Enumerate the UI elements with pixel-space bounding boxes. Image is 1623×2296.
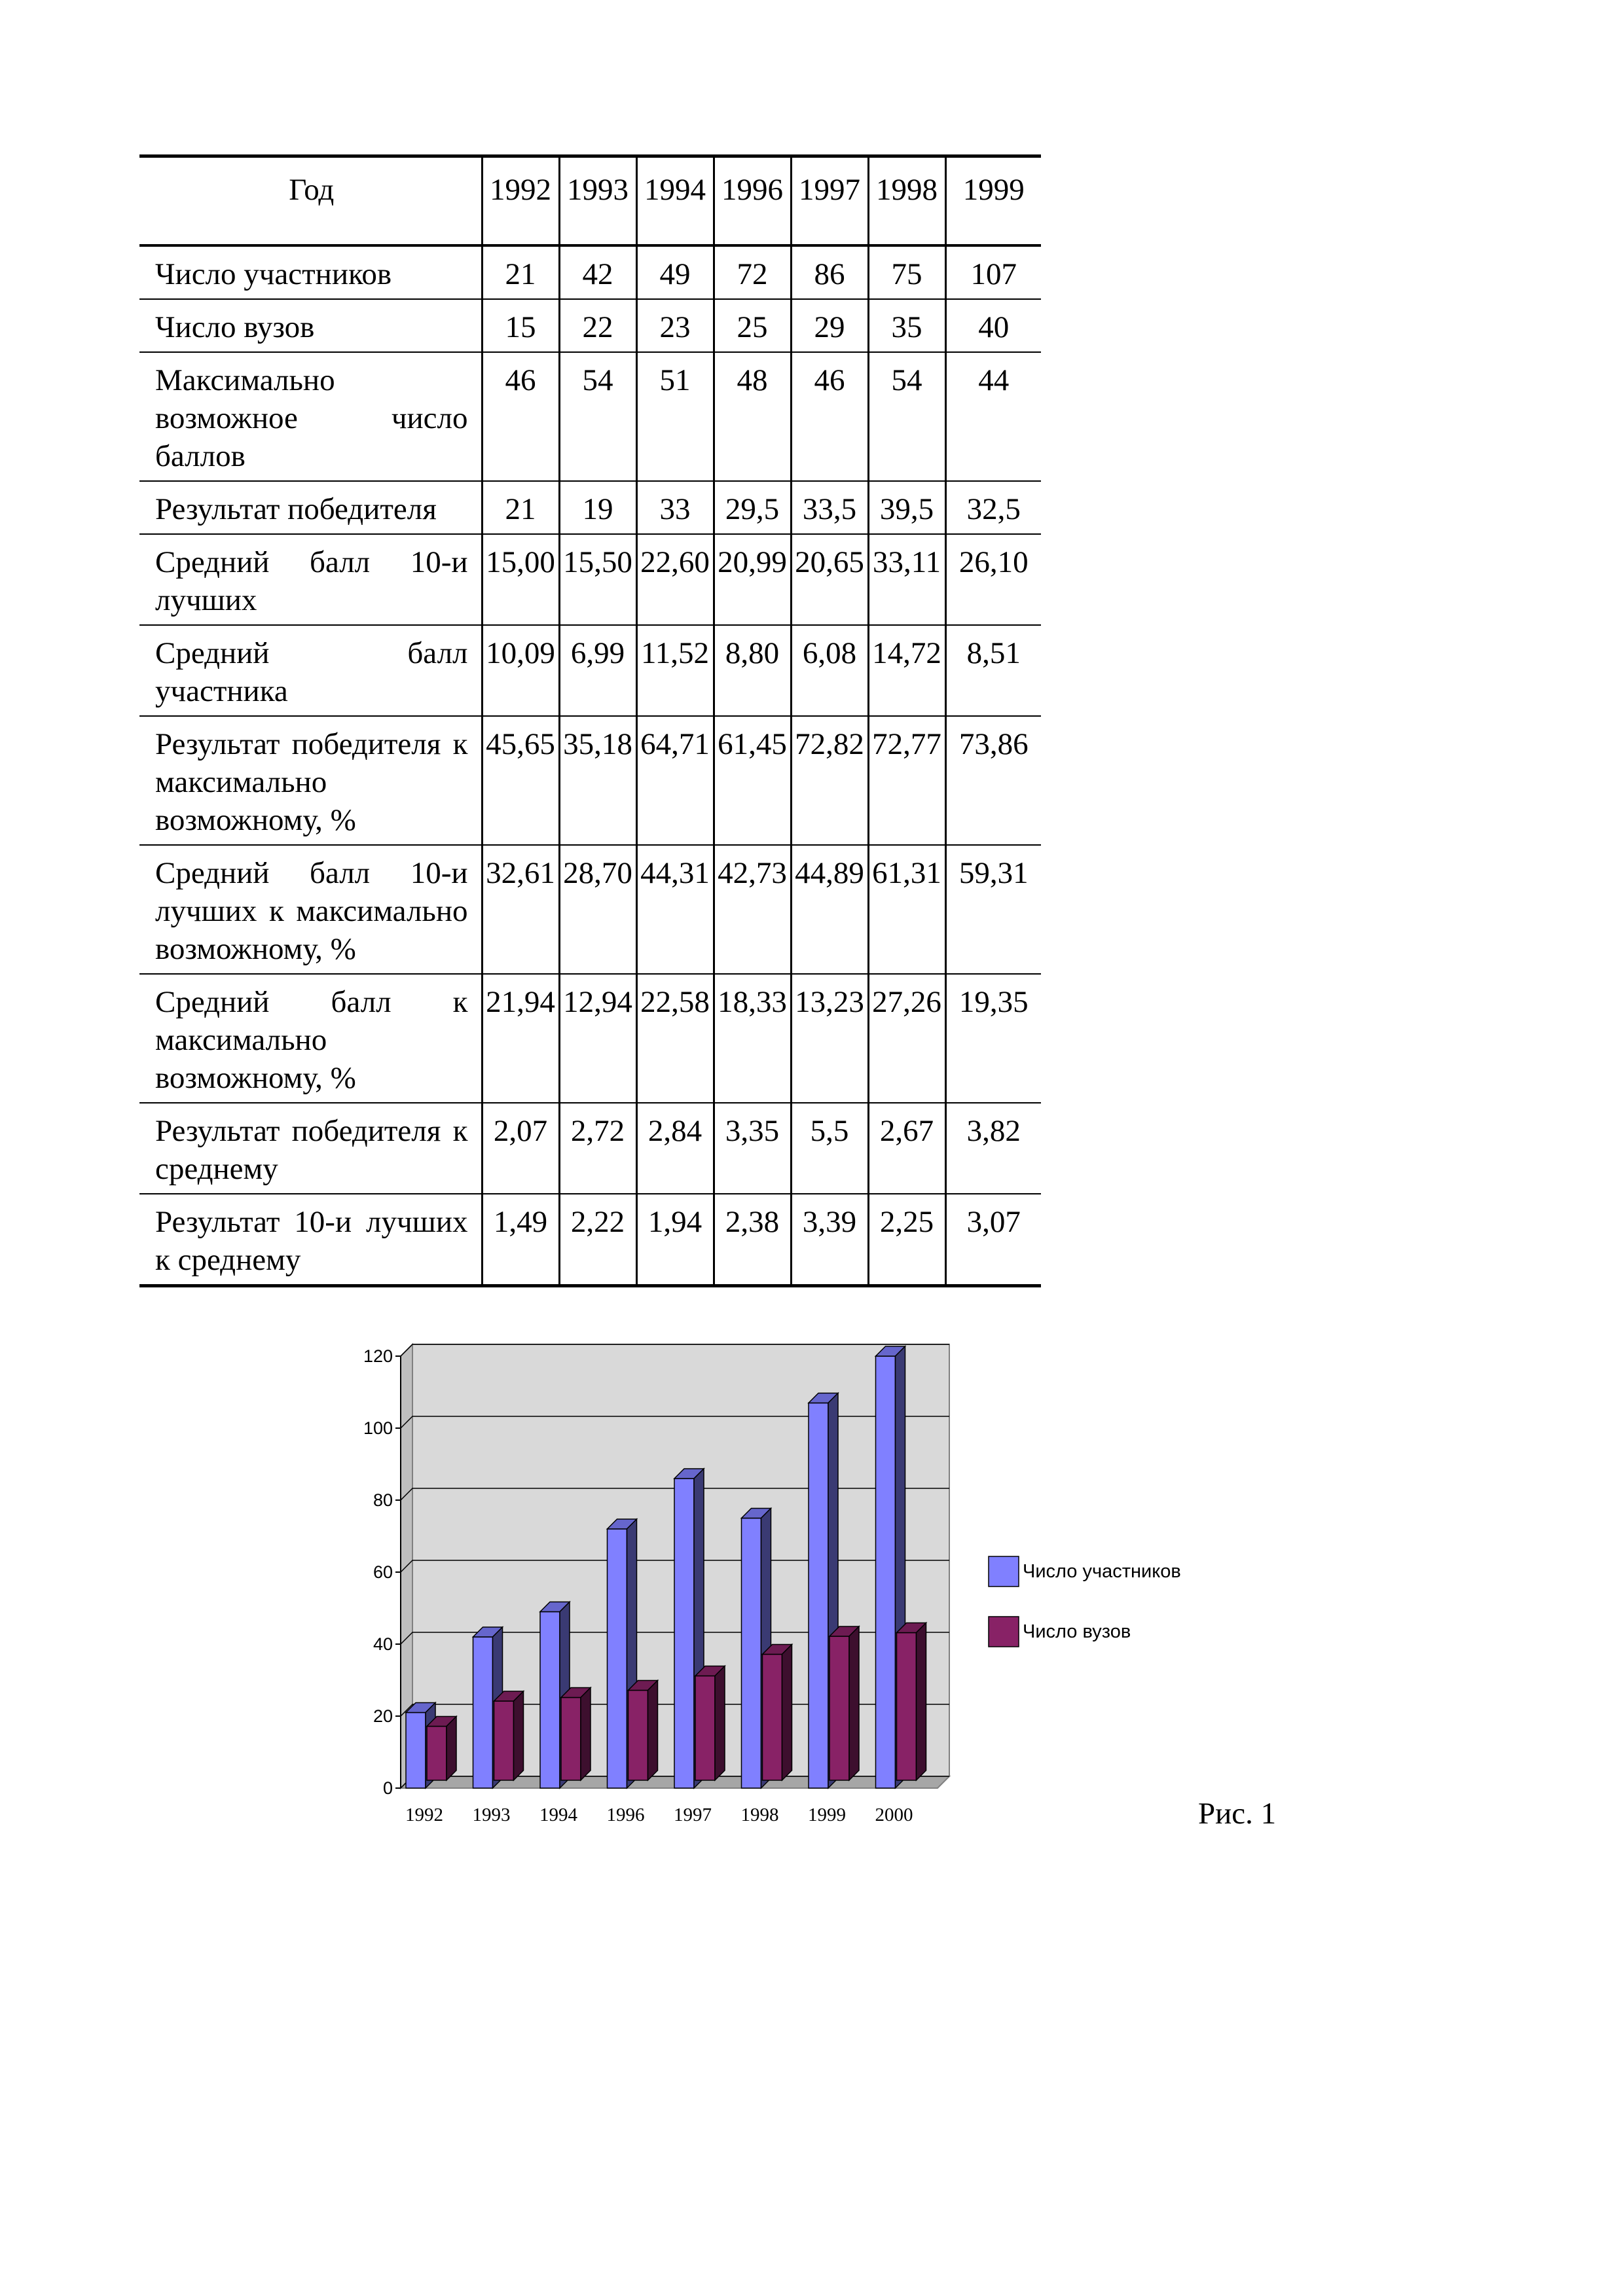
table-row	[139, 352, 1041, 481]
row-label: Результат 10-и лучших к среднему	[139, 1194, 482, 1286]
x-tick-label: 1996	[606, 1804, 645, 1825]
table-row	[139, 625, 1041, 716]
legend-swatch	[989, 1556, 1019, 1587]
table-cell: 33,5	[791, 481, 868, 534]
table-cell: 39,5	[868, 481, 945, 534]
row-label: Средний балл участника	[139, 625, 482, 716]
x-tick-label: 2000	[875, 1804, 913, 1825]
table-row	[139, 716, 1041, 845]
row-label: Средний балл 10-и лучших к максимально возможному, %	[139, 845, 482, 974]
table-cell: 21,94	[482, 974, 559, 1103]
table-cell: 8,51	[945, 625, 1041, 716]
header-year: 1993	[559, 156, 636, 246]
table-cell: 75	[868, 245, 945, 299]
bar-front	[763, 1655, 782, 1781]
table-cell: 32,5	[945, 481, 1041, 534]
table-cell: 61,31	[868, 845, 945, 974]
table-cell: 86	[791, 245, 868, 299]
legend-label: Число вузов	[1023, 1621, 1131, 1642]
table-cell: 2,84	[636, 1103, 714, 1194]
bar-side	[782, 1645, 792, 1781]
table-cell: 46	[791, 352, 868, 481]
table-cell: 35,18	[559, 716, 636, 845]
table-cell: 45,65	[482, 716, 559, 845]
figure-caption: Рис. 1	[1198, 1797, 1277, 1831]
table-cell: 35	[868, 299, 945, 352]
row-label: Результат победителя к среднему	[139, 1103, 482, 1194]
table-cell: 46	[482, 352, 559, 481]
bar-front	[809, 1403, 828, 1789]
table-cell: 3,82	[945, 1103, 1041, 1194]
bar-front	[742, 1518, 761, 1789]
table-cell: 72	[714, 245, 791, 299]
statistics-table	[139, 154, 1041, 1287]
row-label: Результат победителя	[139, 481, 482, 534]
bar-side	[514, 1691, 524, 1780]
table-cell: 54	[868, 352, 945, 481]
table-cell: 72,77	[868, 716, 945, 845]
table-cell: 107	[945, 245, 1041, 299]
header-year: 1996	[714, 156, 791, 246]
header-year: 1994	[636, 156, 714, 246]
bar-side	[917, 1623, 926, 1781]
table-cell: 11,52	[636, 625, 714, 716]
table-cell: 5,5	[791, 1103, 868, 1194]
bar-side	[849, 1626, 859, 1780]
table-cell: 33,11	[868, 534, 945, 625]
bar-chart	[340, 1322, 1270, 1833]
table-cell: 2,72	[559, 1103, 636, 1194]
header-label: Год	[139, 156, 482, 246]
x-tick-label: 1997	[674, 1804, 712, 1825]
row-label: Средний балл к максимально возможному, %	[139, 974, 482, 1103]
table-cell: 21	[482, 481, 559, 534]
table-cell: 26,10	[945, 534, 1041, 625]
table-row	[139, 1194, 1041, 1286]
table-cell: 13,23	[791, 974, 868, 1103]
table-cell: 3,07	[945, 1194, 1041, 1286]
table-cell: 59,31	[945, 845, 1041, 974]
table-cell: 42	[559, 245, 636, 299]
header-year: 1992	[482, 156, 559, 246]
table-cell: 6,08	[791, 625, 868, 716]
table-row	[139, 534, 1041, 625]
table-cell: 64,71	[636, 716, 714, 845]
bar-front	[674, 1479, 694, 1788]
table-cell: 29	[791, 299, 868, 352]
y-tick-label: 20	[373, 1706, 393, 1726]
table-cell: 44,31	[636, 845, 714, 974]
table-cell: 18,33	[714, 974, 791, 1103]
table-cell: 19,35	[945, 974, 1041, 1103]
table-cell: 25	[714, 299, 791, 352]
x-tick-label: 1993	[472, 1804, 511, 1825]
bar-front	[830, 1636, 849, 1780]
table-header-row	[139, 156, 1041, 246]
table-row	[139, 845, 1041, 974]
table-cell: 14,72	[868, 625, 945, 716]
row-label: Максимально возможное число баллов	[139, 352, 482, 481]
table-cell: 29,5	[714, 481, 791, 534]
table-cell: 19	[559, 481, 636, 534]
bar-front	[561, 1698, 581, 1781]
table-cell: 40	[945, 299, 1041, 352]
bar-front	[876, 1356, 896, 1788]
table-cell: 2,07	[482, 1103, 559, 1194]
bar-front	[897, 1633, 917, 1781]
table-cell: 48	[714, 352, 791, 481]
table-cell: 20,65	[791, 534, 868, 625]
y-tick-label: 120	[363, 1346, 393, 1366]
table-cell: 15,00	[482, 534, 559, 625]
table-cell: 21	[482, 245, 559, 299]
table-cell: 54	[559, 352, 636, 481]
row-label: Средний балл 10-и лучших	[139, 534, 482, 625]
x-tick-label: 1992	[405, 1804, 443, 1825]
table-cell: 15	[482, 299, 559, 352]
bar-side	[447, 1717, 456, 1781]
table-cell: 1,94	[636, 1194, 714, 1286]
table-cell: 32,61	[482, 845, 559, 974]
table-cell: 20,99	[714, 534, 791, 625]
table-cell: 23	[636, 299, 714, 352]
table-cell: 49	[636, 245, 714, 299]
y-tick-label: 0	[382, 1778, 393, 1798]
bar-front	[608, 1529, 627, 1788]
table-cell: 15,50	[559, 534, 636, 625]
header-year: 1997	[791, 156, 868, 246]
table-cell: 3,39	[791, 1194, 868, 1286]
table-cell: 42,73	[714, 845, 791, 974]
bar-front	[629, 1691, 648, 1781]
bar-side	[715, 1666, 725, 1781]
table-cell: 1,49	[482, 1194, 559, 1286]
table-cell: 44,89	[791, 845, 868, 974]
table-cell: 2,38	[714, 1194, 791, 1286]
row-label: Число участников	[139, 245, 482, 299]
table-cell: 73,86	[945, 716, 1041, 845]
table-cell: 2,67	[868, 1103, 945, 1194]
y-tick-label: 40	[373, 1634, 393, 1654]
bar-side	[648, 1681, 658, 1781]
y-tick-label: 80	[373, 1490, 393, 1510]
bar-front	[494, 1701, 514, 1780]
header-year: 1998	[868, 156, 945, 246]
table-row	[139, 481, 1041, 534]
table-cell: 72,82	[791, 716, 868, 845]
table-cell: 8,80	[714, 625, 791, 716]
table-cell: 44	[945, 352, 1041, 481]
x-tick-label: 1994	[539, 1804, 577, 1825]
table-cell: 28,70	[559, 845, 636, 974]
table-cell: 12,94	[559, 974, 636, 1103]
row-label: Число вузов	[139, 299, 482, 352]
table-cell: 33	[636, 481, 714, 534]
bar-side	[581, 1688, 591, 1781]
table-cell: 22	[559, 299, 636, 352]
header-year: 1999	[945, 156, 1041, 246]
table-cell: 3,35	[714, 1103, 791, 1194]
y-tick-label: 60	[373, 1562, 393, 1582]
bar-front	[427, 1727, 447, 1781]
table-row	[139, 299, 1041, 352]
table-cell: 2,25	[868, 1194, 945, 1286]
y-tick-label: 100	[363, 1418, 393, 1438]
bar-front	[406, 1713, 426, 1789]
table-cell: 10,09	[482, 625, 559, 716]
table-cell: 22,58	[636, 974, 714, 1103]
x-tick-label: 1998	[740, 1804, 779, 1825]
table-cell: 27,26	[868, 974, 945, 1103]
table-cell: 51	[636, 352, 714, 481]
bar-front	[473, 1637, 493, 1788]
table-row	[139, 245, 1041, 299]
table-cell: 61,45	[714, 716, 791, 845]
legend-label: Число участников	[1023, 1561, 1181, 1582]
row-label: Результат победителя к максимально возможному, %	[139, 716, 482, 845]
table-cell: 2,22	[559, 1194, 636, 1286]
table-row	[139, 974, 1041, 1103]
table-cell: 22,60	[636, 534, 714, 625]
table-row	[139, 1103, 1041, 1194]
bar-front	[540, 1612, 560, 1789]
legend-swatch	[989, 1617, 1019, 1647]
table-cell: 6,99	[559, 625, 636, 716]
bar-front	[695, 1676, 715, 1781]
x-tick-label: 1999	[808, 1804, 846, 1825]
